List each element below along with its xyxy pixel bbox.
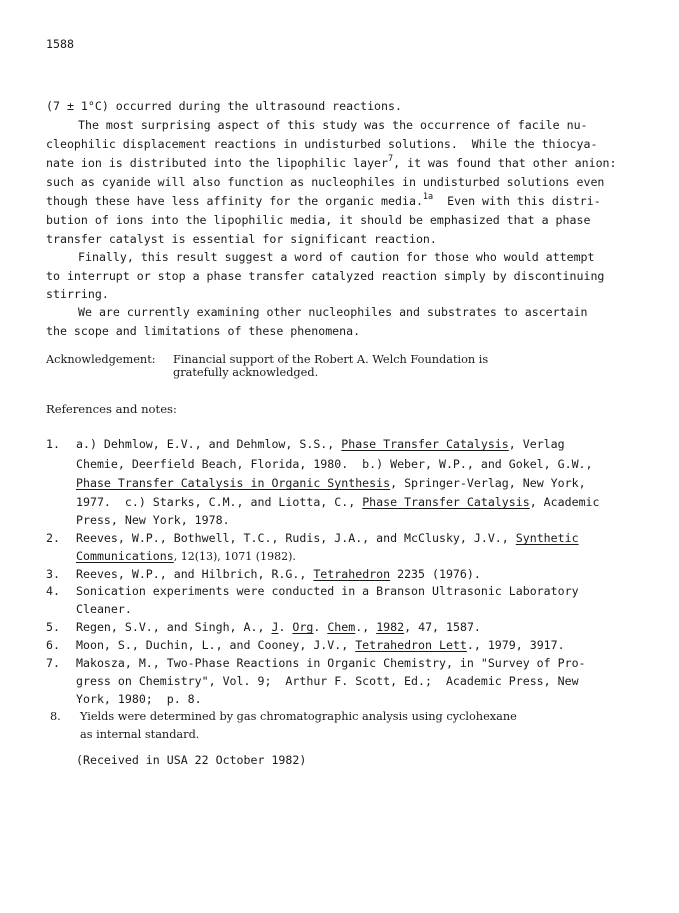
reference-line bbox=[76, 567, 481, 581]
reference-line: Press, New York, 1978. bbox=[76, 513, 230, 527]
reference-text: , Springer-Verlag, New York, bbox=[390, 476, 586, 490]
reference-line: Makosza, M., Two-Phase Reactions in Organic Chemistry, in "Survey of Pro- bbox=[76, 656, 586, 670]
reference-line bbox=[76, 437, 565, 451]
reference-line bbox=[76, 531, 579, 545]
body-line-with-superscript bbox=[46, 194, 601, 208]
reference-line bbox=[76, 620, 481, 634]
acknowledgement-text: Financial support of the Robert A. Welch Foundation is bbox=[173, 353, 489, 366]
journal-abbrev: Org bbox=[292, 620, 314, 634]
body-line: to interrupt or stop a phase transfer catalyzed reaction simply by discontinuing bbox=[46, 269, 605, 283]
acknowledgement-label: Acknowledgement: bbox=[46, 353, 156, 366]
reference-number: 1. bbox=[46, 437, 60, 451]
body-text: nate ion is distributed into the lipophilic layer bbox=[46, 156, 389, 170]
citation-superscript: 1a bbox=[422, 192, 434, 202]
body-line: Finally, this result suggest a word of caution for those who would attempt bbox=[78, 250, 595, 264]
reference-text: Moon, S., Duchin, L., and Cooney, J.V., bbox=[76, 638, 356, 652]
reference-text: Reeves, W.P., Bothwell, T.C., Rudis, J.A., and McClusky, J.V., bbox=[76, 531, 516, 545]
reference-line: Chemie, Deerfield Beach, Florida, 1980. b.) Weber, W.P., and Gokel, G.W., bbox=[76, 457, 593, 471]
reference-text: ., bbox=[355, 620, 377, 634]
body-line-with-superscript bbox=[46, 156, 617, 170]
reference-text: . bbox=[278, 620, 293, 634]
received-date: (Received in USA 22 October 1982) bbox=[76, 753, 307, 767]
page-number: 1588 bbox=[46, 37, 74, 51]
journal-abbrev: J bbox=[271, 620, 279, 634]
reference-line bbox=[76, 638, 565, 652]
body-line: We are currently examining other nucleophiles and substrates to ascertain bbox=[78, 305, 588, 319]
reference-text: . bbox=[313, 620, 328, 634]
body-line: such as cyanide will also function as nucleophiles in undisturbed solutions even bbox=[46, 175, 605, 189]
reference-text: Regen, S.V., and Singh, A., bbox=[76, 620, 272, 634]
reference-text: , Verlag bbox=[508, 437, 565, 451]
reference-title: Phase Transfer Catalysis bbox=[341, 437, 509, 451]
reference-text: , Academic bbox=[529, 495, 600, 509]
references-heading: References and notes: bbox=[46, 402, 177, 416]
reference-number: 8. bbox=[50, 710, 61, 723]
reference-text: 2235 (1976). bbox=[390, 567, 481, 581]
reference-line: Yields were determined by gas chromatographic analysis using cyclohexane bbox=[80, 710, 517, 723]
reference-line: York, 1980; p. 8. bbox=[76, 692, 202, 706]
reference-number: 3. bbox=[46, 567, 60, 581]
reference-text: ., 1979, 3917. bbox=[466, 638, 565, 652]
reference-title: Phase Transfer Catalysis in Organic Synthesis bbox=[76, 476, 391, 490]
reference-number: 4. bbox=[46, 584, 60, 598]
citation-superscript: 7 bbox=[388, 154, 394, 164]
reference-number: 5. bbox=[46, 620, 60, 634]
reference-line: Cleaner. bbox=[76, 602, 132, 616]
body-line: the scope and limitations of these phenomena. bbox=[46, 324, 361, 338]
reference-year: 1982 bbox=[376, 620, 405, 634]
reference-text: 1977. c.) Starks, C.M., and Liotta, C., bbox=[76, 495, 363, 509]
reference-title: Communications bbox=[76, 549, 174, 563]
body-text: Even with this distri- bbox=[433, 194, 601, 208]
body-line: stirring. bbox=[46, 287, 109, 301]
body-line: transfer catalyst is essential for significant reaction. bbox=[46, 232, 437, 246]
reference-number: 2. bbox=[46, 531, 60, 545]
reference-title: Tetrahedron bbox=[313, 567, 391, 581]
body-line: The most surprising aspect of this study was the occurrence of facile nu- bbox=[78, 118, 588, 132]
reference-title: Tetrahedron Lett bbox=[355, 638, 467, 652]
reference-line: gress on Chemistry", Vol. 9; Arthur F. Scott, Ed.; Academic Press, New bbox=[76, 674, 579, 688]
reference-text: a.) Dehmlow, E.V., and Dehmlow, S.S., bbox=[76, 437, 342, 451]
acknowledgement-text: gratefully acknowledged. bbox=[173, 366, 319, 379]
body-line: (7 ± 1°C) occurred during the ultrasound reactions. bbox=[46, 99, 402, 113]
reference-text: Reeves, W.P., and Hilbrich, R.G., bbox=[76, 567, 314, 581]
reference-number: 6. bbox=[46, 638, 60, 652]
reference-line bbox=[76, 549, 296, 564]
reference-text: , 12(13), 1071 (1982). bbox=[173, 550, 296, 563]
body-text: , it was found that other anion: bbox=[393, 156, 617, 170]
body-text: though these have less affinity for the organic media. bbox=[46, 194, 423, 208]
reference-line bbox=[76, 476, 586, 490]
reference-line: Sonication experiments were conducted in a Branson Ultrasonic Laboratory bbox=[76, 584, 579, 598]
reference-title: Phase Transfer Catalysis bbox=[362, 495, 530, 509]
body-line: bution of ions into the lipophilic media, it should be emphasized that a phase bbox=[46, 213, 591, 227]
reference-line: as internal standard. bbox=[80, 728, 200, 741]
reference-number: 7. bbox=[46, 656, 60, 670]
reference-title: Synthetic bbox=[515, 531, 579, 545]
reference-text: , 47, 1587. bbox=[404, 620, 481, 634]
journal-abbrev: Chem bbox=[327, 620, 356, 634]
body-line: cleophilic displacement reactions in undisturbed solutions. While the thiocya- bbox=[46, 137, 598, 151]
reference-line bbox=[76, 495, 600, 509]
